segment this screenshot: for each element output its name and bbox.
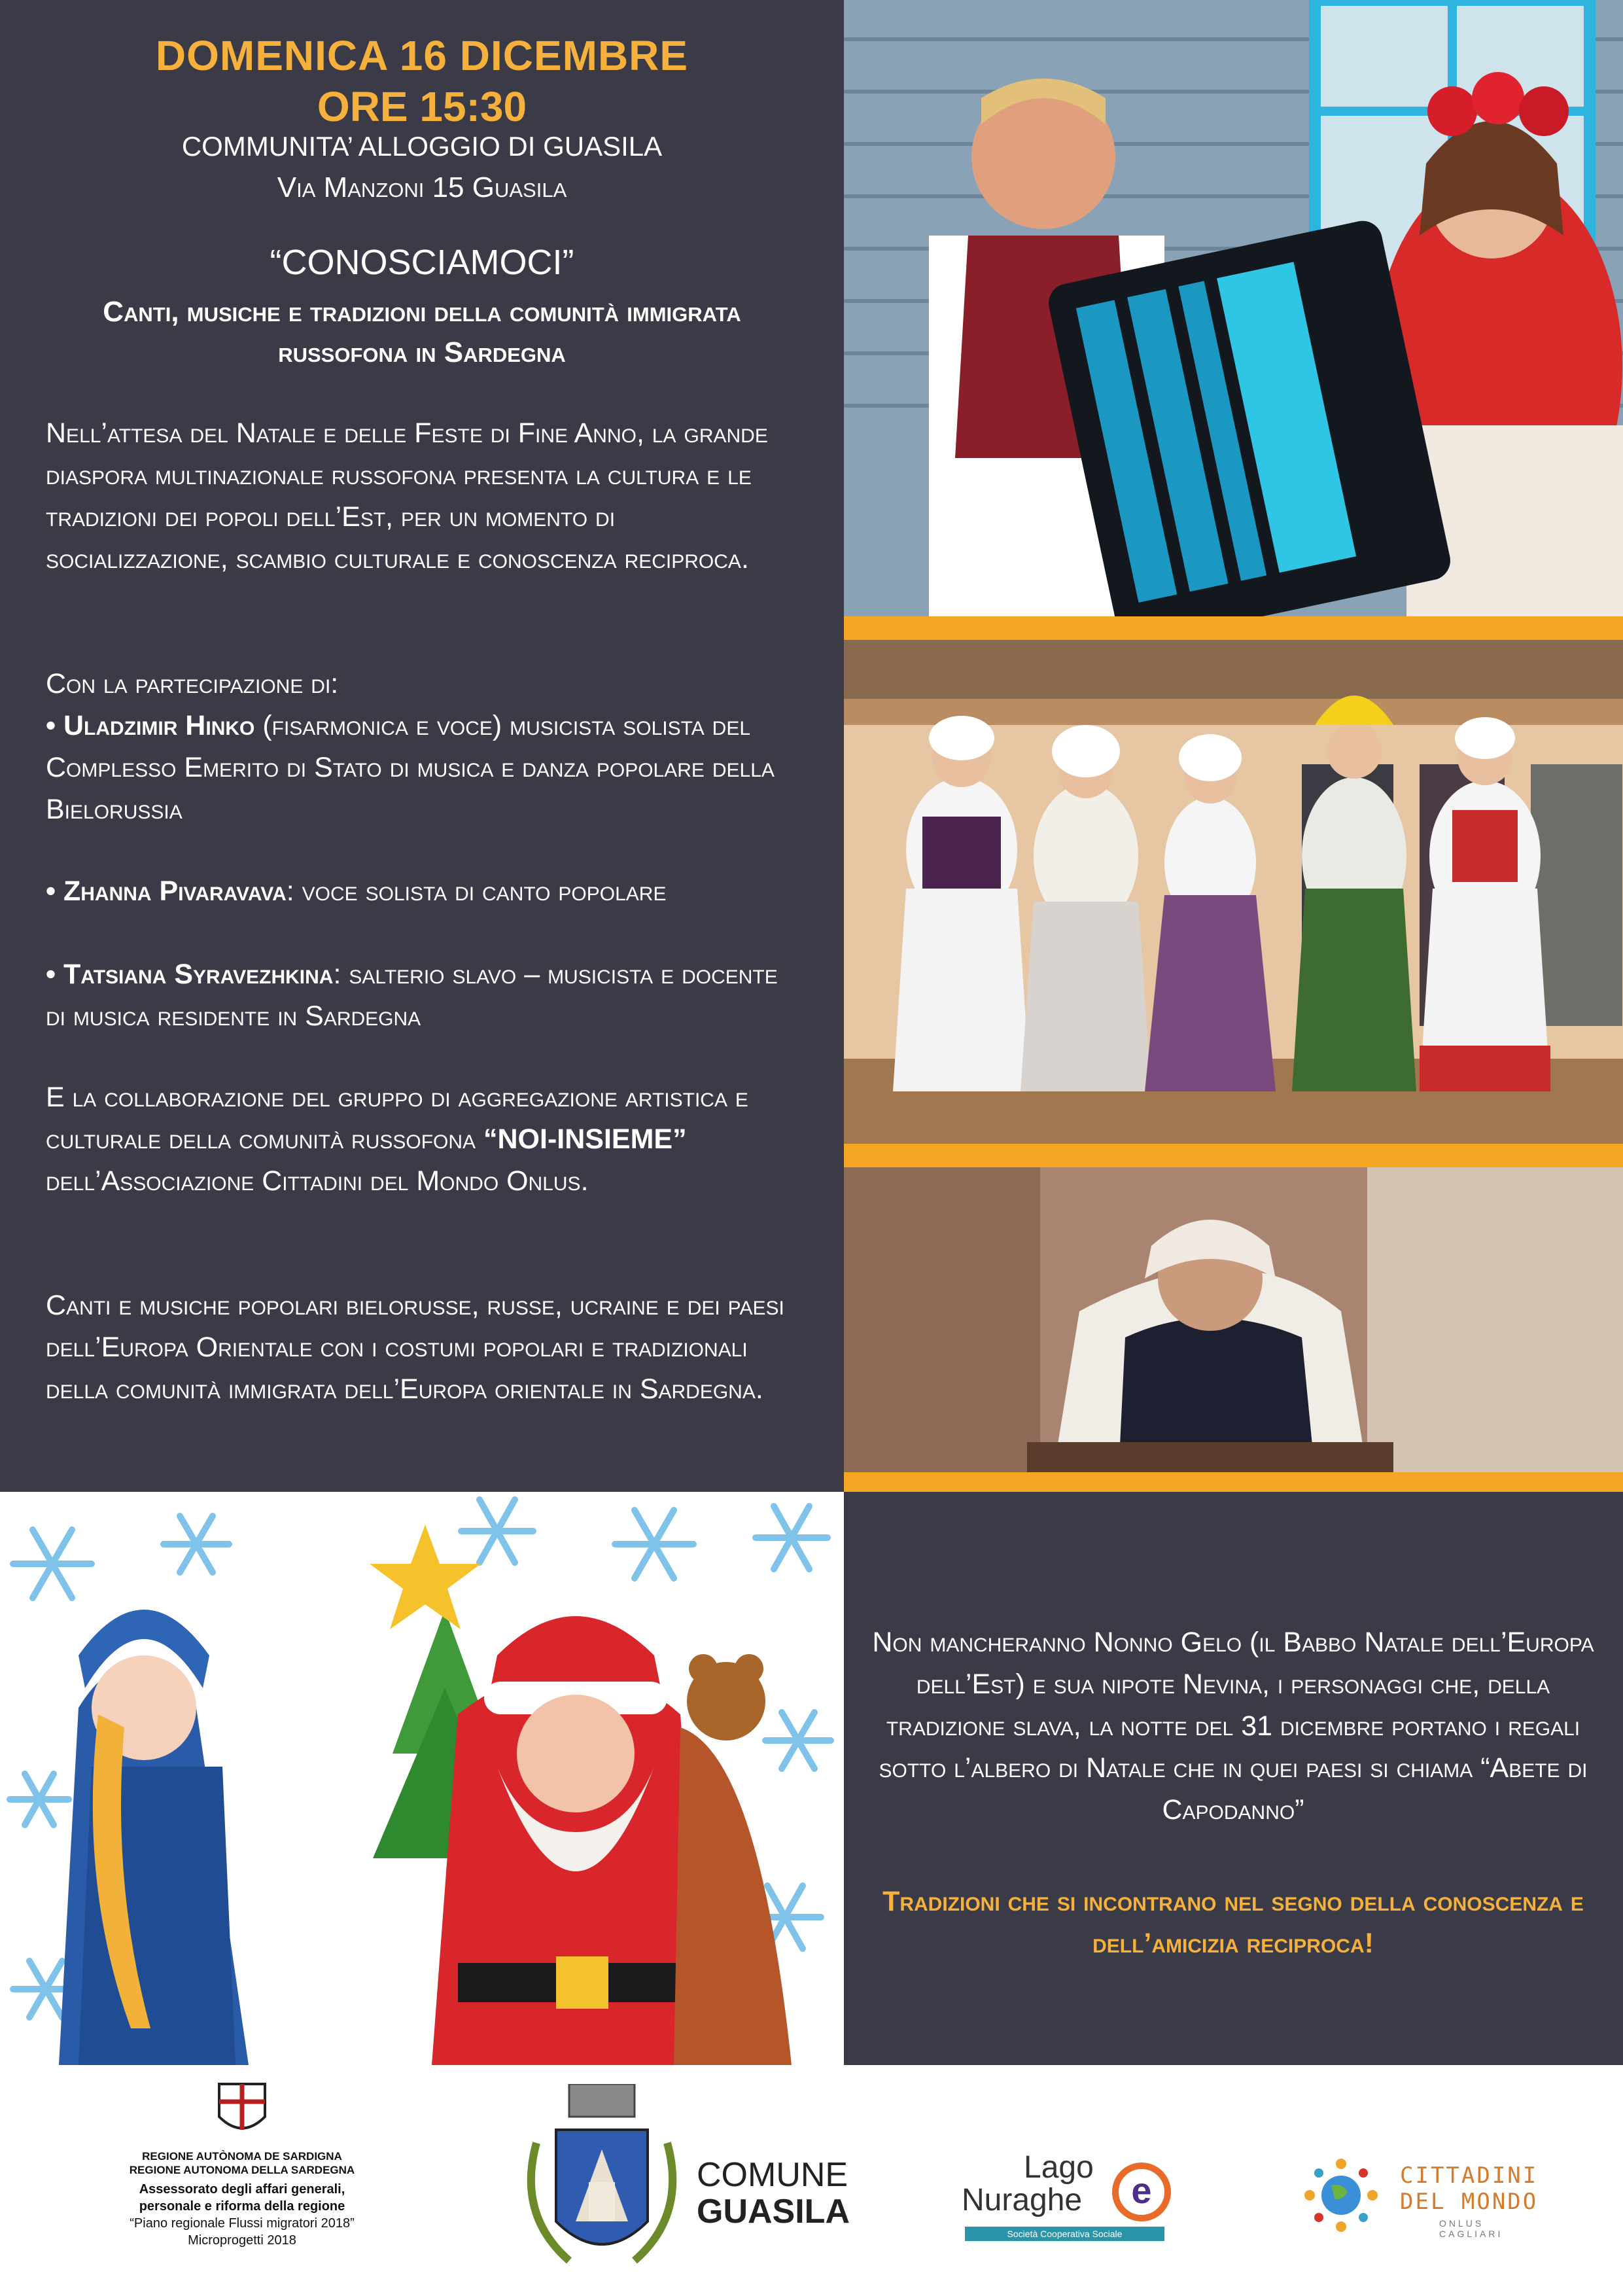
lago-nuraghe-logo bbox=[962, 2149, 1178, 2241]
photo-costume-group bbox=[844, 640, 1623, 1144]
event-date: DOMENICA 16 DICEMBRE bbox=[155, 32, 689, 79]
performer-name: • Uladzimir Hinko bbox=[46, 710, 255, 741]
photo-costume-group-graphic bbox=[844, 640, 1623, 1144]
collab-group-name: “NOI-INSIEME” bbox=[483, 1123, 687, 1155]
region-name-it: REGIONE AUTONOMA DELLA SARDEGNA bbox=[129, 2164, 355, 2176]
lago-word: Lago bbox=[1024, 2150, 1094, 2185]
event-venue: COMMUNITA’ ALLOGGIO DI GUASILA bbox=[181, 131, 663, 162]
comune-word: COMUNE bbox=[697, 2156, 848, 2194]
divider-bar bbox=[844, 1472, 1623, 1492]
tagline: Tradizioni che si incontrano nel segno della conoscenza e dell’amicizia reciproca! bbox=[882, 1886, 1584, 1959]
comune-label bbox=[697, 2157, 867, 2230]
guasila-crest-graphic bbox=[517, 2084, 687, 2280]
region-microprojects: Microprogetti 2018 bbox=[188, 2233, 296, 2248]
closing-paragraph: Canti e musiche popolari bielorusse, russe, ucraine e dei paesi dell’Europa Orientale con i costumi popolari e tradizionali della comunità immigrata dell’Europa orientale in Sardegna. bbox=[46, 1290, 784, 1405]
globe-icon bbox=[1302, 2156, 1380, 2234]
photo-salterio-player bbox=[844, 1167, 1623, 1472]
cittadini-subtitle: ONLUS CAGLIARI bbox=[1439, 2218, 1503, 2239]
performer-item bbox=[46, 705, 805, 830]
collab-text: E la collaborazione del gruppo di aggregazione artistica e culturale della comunità russofona bbox=[46, 1082, 748, 1155]
illustration-nonno-gelo bbox=[0, 1492, 844, 2065]
performer-desc: (fisarmonica e voce) musicista solista del Complesso Emerito di Stato di musica e danza popolare della Bielorussia bbox=[46, 710, 775, 825]
nonno-gelo-note: Non mancheranno Nonno Gelo (il Babbo Natale dell’Europa dell’Est) e sua nipote Nevina, i personaggi che, della tradizione slava, la notte del 31 dicembre portano i regali sotto l’albero di Natale che in quei paesi si chiama “Abete di Capodanno” bbox=[872, 1627, 1594, 1826]
collab-text-end: dell’Associazione Cittadini del Mondo Onlus. bbox=[46, 1165, 589, 1197]
intro-paragraph: Nell’attesa del Natale e delle Feste di Fine Anno, la grande diaspora multinazionale russofona presenta la cultura e le tradizioni dei popoli dell’Est, per un momento di socializzazione, scambio culturale e conoscenza reciproca. bbox=[46, 417, 768, 574]
event-title: “CONOSCIAMOCI” bbox=[270, 243, 574, 282]
event-subtitle: Canti, musiche e tradizioni della comunità immigrata russofona in Sardegna bbox=[103, 296, 741, 368]
del-mondo-word: DEL MONDO bbox=[1400, 2189, 1539, 2215]
region-plan: “Piano regionale Flussi migratori 2018” bbox=[130, 2216, 355, 2231]
divider-bar bbox=[844, 616, 1623, 640]
regione-crest-graphic bbox=[72, 2081, 412, 2140]
region-name: REGIONE AUTÒNOMA DE SARDIGNA bbox=[142, 2150, 342, 2163]
participation-label: Con la partecipazione di: bbox=[46, 668, 339, 699]
guasila-word: GUASILA bbox=[697, 2193, 850, 2231]
regione-sardegna-logo bbox=[72, 2081, 412, 2277]
cittadini-del-mondo-logo bbox=[1302, 2156, 1550, 2239]
event-address: Via Manzoni 15 Guasila bbox=[277, 171, 567, 203]
illustration-nonno-gelo-graphic bbox=[0, 1492, 844, 2065]
performer-item bbox=[46, 953, 805, 1037]
photo-accordion-duo-graphic bbox=[844, 0, 1623, 616]
nuraghe-word: Nuraghe bbox=[962, 2183, 1083, 2217]
region-department-2: personale e riforma della regione bbox=[139, 2199, 345, 2214]
photo-salterio-player-graphic bbox=[844, 1167, 1623, 1472]
cittadini-word: CITTADINI bbox=[1400, 2163, 1539, 2189]
lago-nuraghe-emblem: e bbox=[1112, 2163, 1171, 2221]
performer-desc: : salterio slavo – musicista e docente di musica residente in Sardegna bbox=[46, 959, 778, 1032]
performer-name: • Tatsiana Syravezhkina bbox=[46, 959, 334, 990]
lago-nuraghe-tagline: Società Cooperativa Sociale bbox=[965, 2227, 1164, 2241]
region-department: Assessorato degli affari generali, bbox=[139, 2182, 345, 2197]
event-time: ORE 15:30 bbox=[317, 83, 527, 130]
comune-guasila-crest bbox=[517, 2084, 700, 2280]
performer-desc: : voce solista di canto popolare bbox=[286, 875, 667, 907]
performer-item bbox=[46, 870, 805, 912]
photo-accordion-duo bbox=[844, 0, 1623, 616]
collaboration-paragraph bbox=[46, 1076, 805, 1202]
performer-name: • Zhanna Pivaravava bbox=[46, 875, 287, 907]
divider-bar bbox=[844, 1144, 1623, 1167]
